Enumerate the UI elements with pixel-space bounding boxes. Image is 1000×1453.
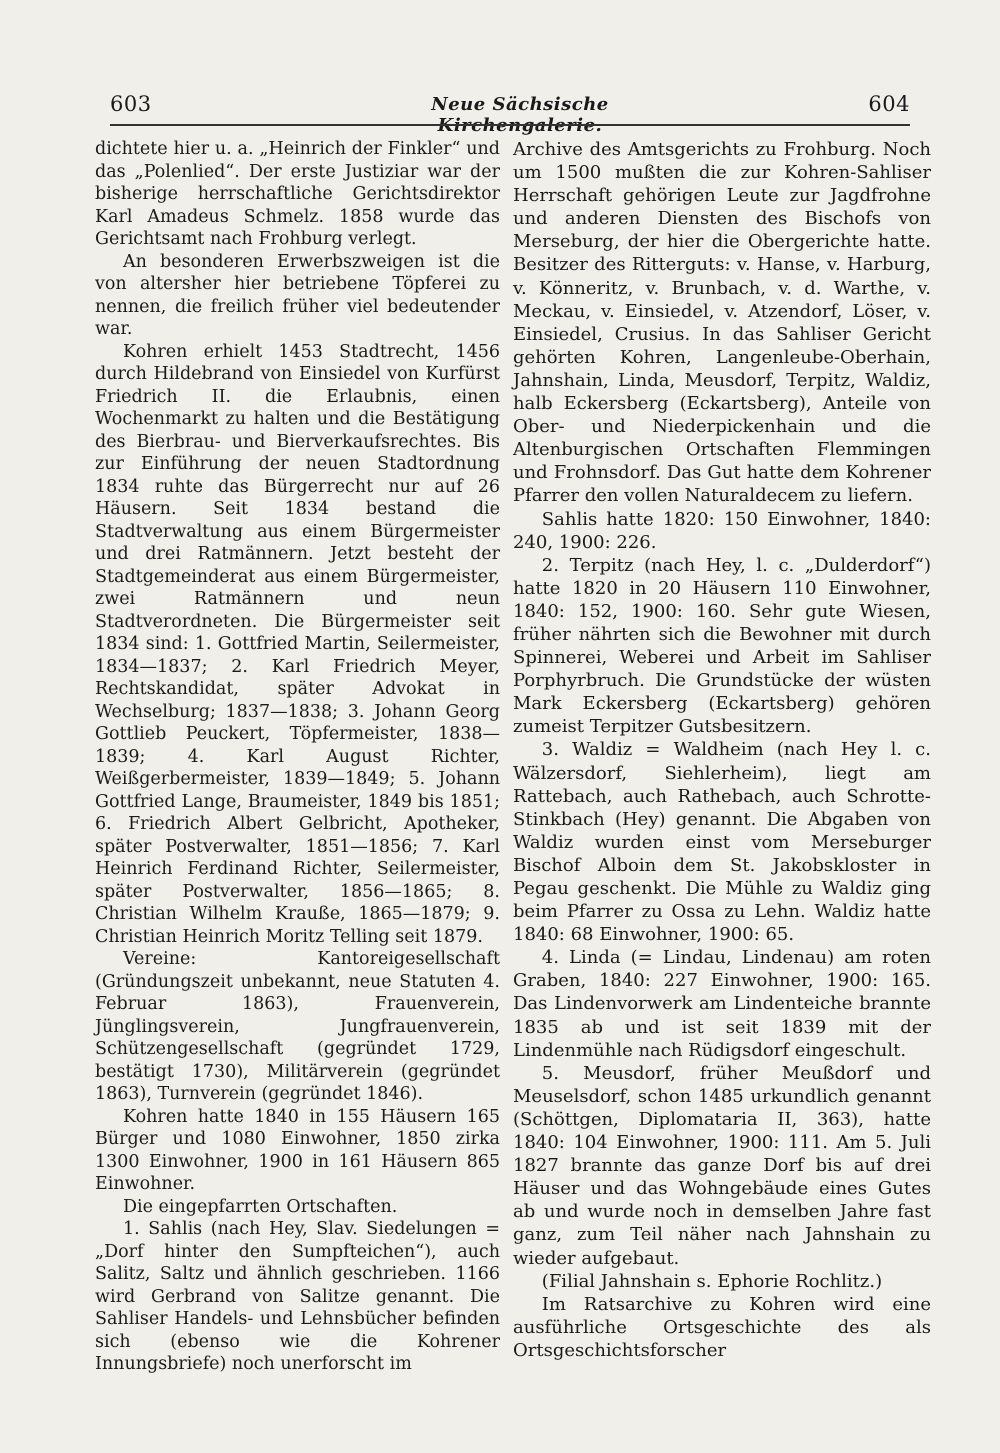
header-rule	[110, 124, 910, 126]
paragraph: Kohren hatte 1840 in 155 Häusern 165 Bürger und 1080 Einwohner, 1850 zirka 1300 Einwohner, 1900 in 161 Häusern 865 Einwohner.	[95, 1106, 500, 1194]
paragraph: Archive des Amtsgerichts zu Frohburg. Noch um 1500 mußten die zur Kohren-Sahliser Herrschaft gehörigen Leute zur Jagdfrohne und anderen Diensten des Bischofs von Merseburg, der hier die Obergerichte hatte. Besitzer des Ritterguts: v. Hanse, v. Harburg, v. Könneritz, v. Brunbach, v. d. Warthe, v. Meckau, v. Einsiedel, v. Atzendorf, Löser, v. Einsiedel, Crusius. In das Sahliser Gericht gehörten Kohren, Langenleube-Oberhain, Jahnshain, Linda, Meusdorf, Terpitz, Waldiz, halb Eckersberg (Eckartsberg), Anteile von Ober- und Niederpickenhain und die Altenburgischen Ortschaften Flemmingen und Frohnsdorf. Das Gut hatte dem Kohrener Pfarrer den vollen Naturaldecem zu liefern.	[513, 139, 931, 507]
paragraph: Kohren erhielt 1453 Stadtrecht, 1456 durch Hildebrand von Einsiedel von Kurfürst Friedrich II. die Erlaubnis, einen Wochenmarkt zu halten und die Bestätigung des Bierbrau- und Bierverkaufsrechtes. Bis zur Einführung der neuen Stadtordnung 1834 ruhte das Bürgerrecht nur auf 26 Häusern. Seit 1834 bestand die Stadtverwaltung aus einem Bürgermeister und drei Ratmännern. Jetzt besteht der Stadtgemeinderat aus einem Bürgermeister, zwei Ratmännern und neun Stadtverordneten. Die Bürgermeister seit 1834 sind: 1. Gottfried Martin, Seilermeister, 1834—1837; 2. Karl Friedrich Meyer, Rechtskandidat, später Advokat in Wechselburg; 1837—1838; 3. Johann Georg Gottlieb Peuckert, Töpfermeister, 1838—1839; 4. Karl August Richter, Weißgerbermeister, 1839—1849; 5. Johann Gottfried Lange, Braumeister, 1849 bis 1851; 6. Friedrich Albert Gelbricht, Apotheker, später Postverwalter, 1851—1856; 7. Karl Heinrich Ferdinand Richter, Seilermeister, später Postverwalter, 1856—1865; 8. Christian Wilhelm Krauße, 1865—1879; 9. Christian Heinrich Moritz Telling seit 1879.	[95, 341, 500, 947]
page-number-right: 604	[868, 92, 910, 116]
paragraph: 5. Meusdorf, früher Meußdorf und Meuselsdorf, schon 1485 urkundlich genannt (Schöttgen, Diplomataria II, 363), hatte 1840: 104 Einwohner, 1900: 111. Am 5. Juli 1827 brannte das ganze Dorf bis auf drei Häuser und das Wohngebäude eines Gutes ab und wurde noch in demselben Jahre fast ganz, zum Teil näher nach Jahnshain zu wieder aufgebaut.	[513, 1062, 931, 1269]
paragraph: 4. Linda (= Lindau, Lindenau) am roten Graben, 1840: 227 Einwohner, 1900: 165. Das Lindenvorwerk am Lindenteiche brannte 1835 ab und ist seit 1839 mit der Lindenmühle nach Rüdigsdorf eingeschult.	[513, 947, 931, 1061]
paragraph: Vereine: Kantoreigesellschaft (Gründungszeit unbekannt, neue Statuten 4. Februar 1863), Frauenverein, Jünglingsverein, Jungfrauenverein, Schützengesellschaft (gegründet 1729, bestätigt 1730), Militärverein (gegründet 1863), Turnverein (gegründet 1846).	[95, 949, 500, 1104]
paragraph: An besonderen Erwerbszweigen ist die von altersher hier betriebene Töpferei zu nennen, die freilich früher viel bedeutender war.	[95, 251, 500, 339]
paragraph: Im Ratsarchive zu Kohren wird eine ausführliche Ortsgeschichte des als Ortsgeschichtsforscher	[513, 1293, 931, 1361]
section-heading: Die eingepfarrten Ortschaften.	[123, 1196, 398, 1217]
running-title: Neue Sächsische Kirchengalerie.	[431, 94, 609, 136]
page-number-left: 603	[110, 92, 152, 116]
paragraph: 3. Waldiz = Waldheim (nach Hey l. c. Wälzersdorf, Siehlerheim), liegt am Rattebach, auch Rathebach, auch Schrotte-Stinkbach (Hey) genannt. Die Abgaben von Waldiz wurden einst vom Merseburger Bischof Alboin dem St. Jakobskloster in Pegau geschenkt. Die Mühle zu Waldiz ging beim Pfarrer zu Ossa zu Lehn. Waldiz hatte 1840: 68 Einwohner, 1900: 65.	[513, 739, 931, 946]
paragraph: (Filial Jahnshain s. Ephorie Rochlitz.)	[541, 1270, 883, 1292]
paragraph: 1. Sahlis (nach Hey, Slav. Siedelungen = „Dorf hinter den Sumpfteichen“), auch Salitz, Saltz und ähnlich geschrieben. 1166 wird Gerbrand von Salitze genannt. Die Sahliser Handels- und Lehnsbücher befinden sich (ebenso wie die Kohrener Innungsbriefe) noch unerforscht im	[95, 1219, 500, 1374]
paragraph: 2. Terpitz (nach Hey, l. c. „Dulderdorf“) hatte 1820 in 20 Häusern 110 Einwohner, 1840: 152, 1900: 160. Sehr gute Wiesen, früher nährten sich die Bewohner mit durch Spinnerei, Weberei und Arbeit im Sahliser Porphyrbruch. Die Grundstücke der wüsten Mark Eckersberg (Eckartsberg) gehören zumeist Terpitzer Gutsbesitzern.	[513, 554, 931, 738]
page-header	[110, 92, 910, 136]
right-column	[513, 138, 931, 1362]
left-column	[95, 138, 500, 1376]
paragraph: Sahlis hatte 1820: 150 Einwohner, 1840: 240, 1900: 226.	[513, 508, 931, 553]
paragraph: dichtete hier u. a. „Heinrich der Finkler“ und das „Polenlied“. Der erste Justiziar war der bisherige herrschaftliche Gerichtsdirektor Karl Amadeus Schmelz. 1858 wurde das Gerichtsamt nach Frohburg verlegt.	[95, 139, 500, 249]
